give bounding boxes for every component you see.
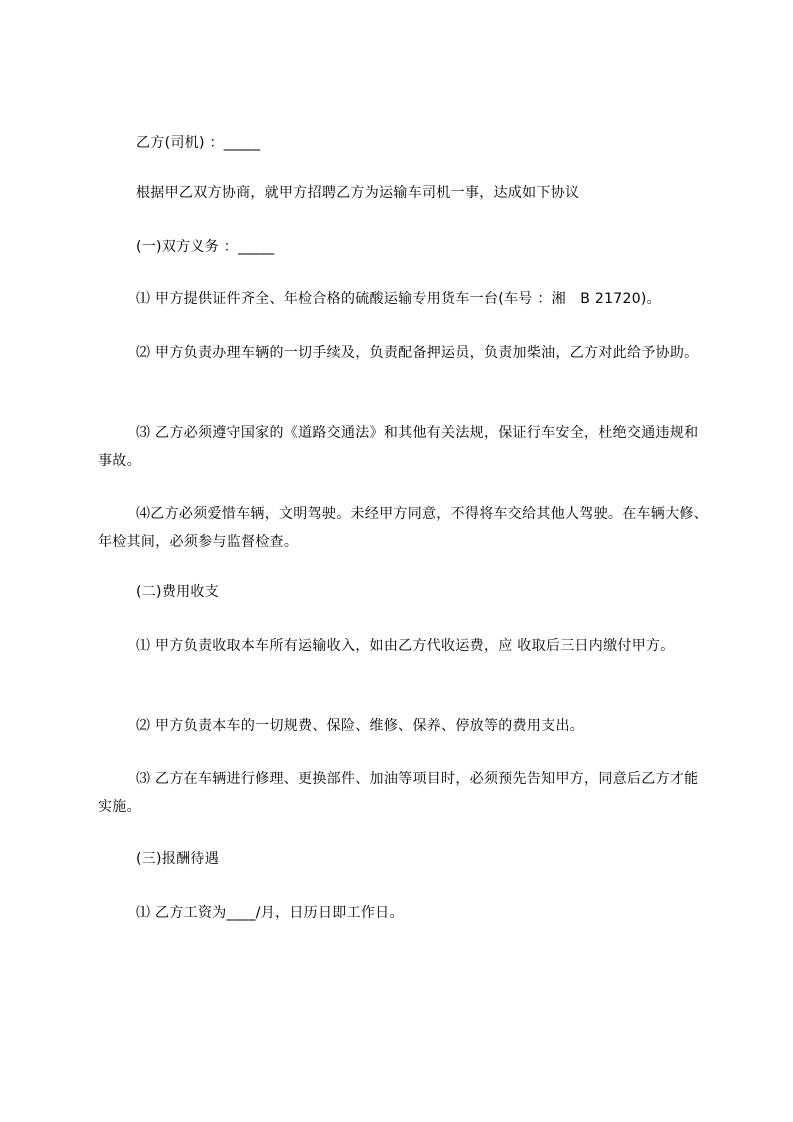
clause-2-2: ⑵ 甲方负责本车的一切规费、保险、维修、保养、停放等的费用支出。 [136,718,585,734]
clause-1-4: ⑷乙方必须爱惜车辆，文明驾驶。未经甲方同意，不得将车交给其他人驾驶。在车辆大修、年检其间，必须参与监督检查。 [98,506,708,550]
agreement-intro: 根据甲乙双方协商，就甲方招聘乙方为运输车司机一事，达成如下协议 [136,185,580,201]
section-heading-remuneration: (三)报酬待遇 [136,851,220,867]
clause-2-1: ⑴ 甲方负责收取本车所有运输收入，如由乙方代收运费，应 收取后三日内缴付甲方。 [136,638,675,654]
clause-1-3: ⑶ 乙方必须遵守国家的《道路交通法》和其他有关法规，保证行车安全，杜绝交通违规和事故。 [98,425,699,469]
clause-1-2: ⑵ 甲方负责办理车辆的一切手续及，负责配备押运员，负责加柴油，乙方对此给予协助。 [136,345,699,361]
clause-1-1: ⑴ 甲方提供证件齐全、年检合格的硫酸运输专用货车一台(车号 ：湘 B 21720)。 [136,291,661,307]
clause-3-1: ⑴ 乙方工资为____/月，日历日即工作日。 [136,905,404,921]
section-heading-expenses: (二)费用收支 [136,584,220,600]
clause-2-3: ⑶ 乙方在车辆进行修理、更换部件、加油等项目时，必须预先告知甲方，同意后乙方才能实施。 [98,771,699,815]
party-b-driver-line: 乙方(司机) ：_____ [136,135,261,151]
section-heading-obligations: (一)双方义务 ：_____ [136,239,275,255]
